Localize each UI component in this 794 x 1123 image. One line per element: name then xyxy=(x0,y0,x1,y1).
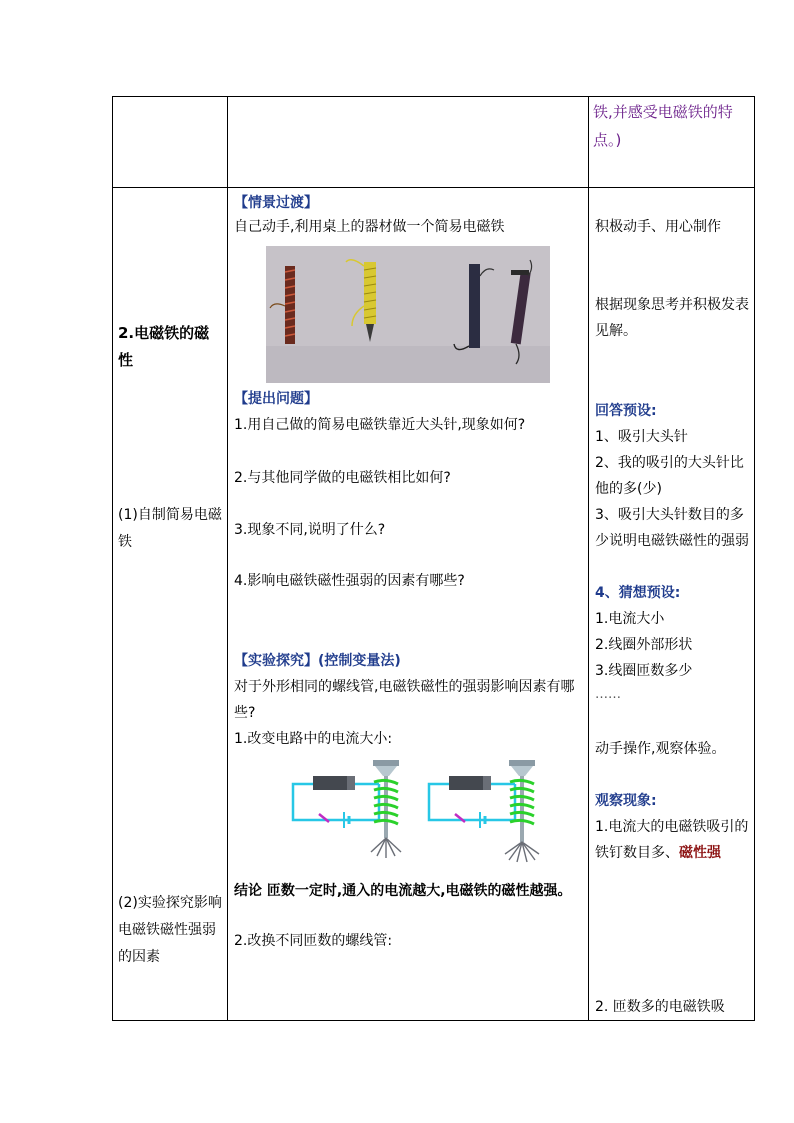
table-border-top xyxy=(112,96,755,97)
experiment-text: 对于外形相同的螺线管,电磁铁磁性的强弱影响因素有哪些? xyxy=(234,679,575,721)
guess-1: 1.电流大小 xyxy=(595,611,665,627)
guess-2: 2.线圈外部形状 xyxy=(595,637,693,653)
intro-text: 自己动手,利用桌上的器材做一个简易电磁铁 xyxy=(234,219,505,235)
subsection-1: (1)自制简易电磁铁 xyxy=(118,507,222,550)
heading-experiment-main: 【实验探究】 xyxy=(234,653,318,669)
col-separator-2 xyxy=(588,96,589,1021)
right-note-3: 动手操作,观察体验。 xyxy=(595,741,726,757)
right-heading-guess: 4、猜想预设: xyxy=(595,585,681,601)
row1-right-text: 铁,并感受电磁铁的特点。) xyxy=(593,103,733,149)
guess-3: 3.线圈匝数多少 xyxy=(595,663,693,679)
heading-experiment-method: (控制变量法) xyxy=(318,653,401,669)
table-border-right xyxy=(754,96,755,1021)
experiment-step-2: 2.改换不同匝数的螺线管: xyxy=(234,933,393,949)
answer-3: 3、吸引大头针数目的多少说明电磁铁磁性的强弱 xyxy=(595,507,749,549)
right-heading-answer: 回答预设: xyxy=(595,403,657,419)
right-heading-observe: 观察现象: xyxy=(595,793,657,809)
section-title: 2.电磁铁的磁性 xyxy=(118,324,210,369)
observe-2: 2. 匝数多的电磁铁吸 xyxy=(595,999,725,1015)
row-separator xyxy=(112,187,755,188)
right-note-1: 积极动手、用心制作 xyxy=(595,219,721,235)
circuit-diagram xyxy=(289,758,557,866)
heading-scene: 【情景过渡】 xyxy=(234,195,318,211)
answer-1: 1、吸引大头针 xyxy=(595,429,688,445)
lesson-table xyxy=(112,96,755,1021)
right-note-2: 根据现象思考并积极发表见解。 xyxy=(595,297,749,339)
table-border-bottom xyxy=(112,1020,755,1021)
question-4: 4.影响电磁铁磁性强弱的因素有哪些? xyxy=(234,573,465,589)
electromagnet-photo xyxy=(266,246,550,383)
answer-2: 2、我的吸引的大头针比他的多(少) xyxy=(595,455,744,497)
subsection-2: (2)实验探究影响电磁铁磁性强弱的因素 xyxy=(118,895,222,965)
conclusion-text: 结论 匝数一定时,通入的电流越大,电磁铁的磁性越强。 xyxy=(234,883,572,899)
table-border-left xyxy=(112,96,113,1021)
experiment-step-1: 1.改变电路中的电流大小: xyxy=(234,731,393,747)
observe-1-text: 1.电流大的电磁铁吸引的铁钉数目多、 xyxy=(595,819,749,861)
guess-ellipsis: …… xyxy=(595,687,621,702)
question-2: 2.与其他同学做的电磁铁相比如何? xyxy=(234,470,451,486)
heading-question: 【提出问题】 xyxy=(234,391,318,407)
question-3: 3.现象不同,说明了什么? xyxy=(234,522,386,538)
observe-1 xyxy=(595,814,750,866)
heading-experiment xyxy=(234,648,586,674)
col-separator-1 xyxy=(227,96,228,1021)
observe-1-highlight: 磁性强 xyxy=(679,845,721,861)
question-1: 1.用自己做的简易电磁铁靠近大头针,现象如何? xyxy=(234,417,526,433)
